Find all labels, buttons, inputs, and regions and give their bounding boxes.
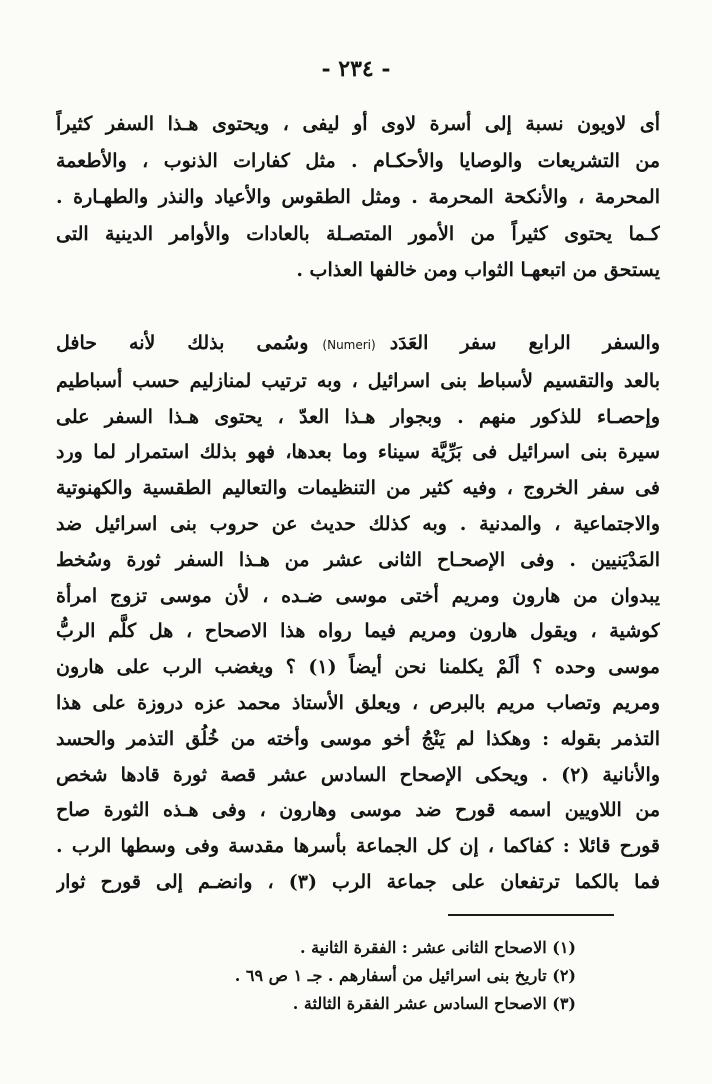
footnote-separator [448, 914, 614, 916]
text-line: من اللاويين اسمه قورح ضد موسى وهارون ، وفى هـذه الثورة صاح [56, 799, 660, 822]
text-line: أى لاويون نسبة إلى أسرة لاوى أو ليفى ، ويحتوى هـذا السفر كثيراً [56, 113, 660, 135]
text-line: التذمر بقوله : وهكذا لم يَنْجُ أخو موسى وأخته من خُلُق التذمر والحسد [56, 727, 660, 750]
text-line: قورح قائلا : كفاكما ، إن كل الجماعة بأسرها مقدسة وفى وسطها الرب . [56, 835, 660, 858]
text-line: يبدوان من هارون ومريم أختى موسى ضـده ، لأن موسى تزوج امرأة [56, 584, 660, 607]
text-fragment: والسفر الرابع سفر العَدَد [389, 332, 660, 354]
paragraph-leviticus [56, 106, 660, 289]
text-fragment: وسُمى بذلك لأنه حافل [56, 332, 309, 354]
paragraph-numbers [56, 326, 660, 901]
text-line: كوشية ، ويقول هارون ومريم فيما رواه هذا الاصحاح ، هل كلَّم الربُّ [56, 620, 660, 643]
text-line: المحرمة ، والأنكحة المحرمة . ومثل الطقوس والأعياد والنذر والطهـارة . [56, 186, 660, 209]
footnotes [150, 934, 576, 1018]
footnote-item: (٣) الاصحاح السادس عشر الفقرة الثالثة . [292, 994, 576, 1013]
text-line: موسى وحده ؟ ألَمْ يكلمنا نحن أيضاً (١) ؟ ويغضب الرب على هارون [56, 656, 660, 679]
latin-term: (Numeri) [322, 338, 376, 352]
text-line: فى سفر الخروج ، وفيه كثير من التنظيمات والتعاليم الطقسية والكهنوتية [56, 477, 660, 500]
text-line: سيرة بنى اسرائيل فى بَرِّيَّة سيناء وما بعدها، فهو بذلك استمرار لما ورد [56, 441, 660, 464]
text-line: كـما يحتوى كثيراً من الأمور المتصـلة بالعادات والأوامر الدينية التى [56, 222, 660, 245]
text-line: ومريم وتصاب مريم بالبرص ، ويعلق الأستاذ محمد عزه دروزة على هذا [56, 691, 660, 714]
footnote-item: (١) الاصحاح الثانى عشر : الفقرة الثانية . [300, 938, 576, 957]
text-line: والاجتماعية ، والمدنية . وبه كذلك حديث عن حروب بنى اسرائيل ضد [56, 512, 660, 535]
text-line: يستحق من اتبعهـا الثواب ومن خالفها العذاب . [296, 259, 660, 282]
text-line: المَدْيَنيين . وفى الإصحـاح الثانى عشر من هـذا السفر ثورة وسُخط [56, 548, 660, 571]
page-number: - ٢٣٤ - [321, 56, 391, 82]
footnote-item: (٢) تاريخ بنى اسرائيل من أسفارهم . جـ ١ ص ٦٩ . [234, 966, 576, 985]
text-line: من التشريعات والوصايا والأحكـام . مثل كفارات الذنوب ، والأطعمة [56, 149, 660, 172]
text-line: وإحصـاء للذكور منهم . وبجوار هـذا العدّ ، يحتوى هـذا السفر على [56, 405, 660, 428]
text-line [56, 326, 660, 364]
text-line: بالعد والتقسيم لأسباط بنى اسرائيل ، وبه ترتيب لمنازليم حسب أسباطيم [56, 369, 660, 392]
text-line: فما بالكما ترتفعان على جماعة الرب (٣) ، وانضـم إلى قورح ثوار [56, 870, 660, 893]
text-line: والأنانية (٢) . ويحكى الإصحاح السادس عشر قصة ثورة قادها شخص [56, 763, 660, 786]
